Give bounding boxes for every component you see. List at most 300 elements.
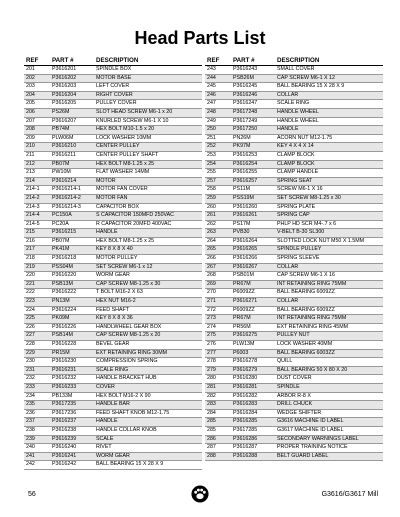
table-row [24,255,202,264]
table-row [24,160,202,169]
description-cell: COVER [94,383,202,392]
description-cell: HANDLE [275,126,383,135]
table-row [205,143,383,152]
description-cell: COLLAR [275,298,383,307]
ref-column-header: REF [205,56,231,66]
table-row [24,91,202,100]
table-row [205,83,383,92]
description-cell: HEX BOLT M10-1.5 x 20 [94,126,202,135]
part-number-cell: P3616275 [231,332,275,341]
description-cell: KEY 8 X 8 X 40 [94,246,202,255]
description-cell: SLOT HEAD SCREW M6-1 x 20 [94,108,202,117]
table-row [205,117,383,126]
part-number-cell: P3616285 [231,418,275,427]
description-cell: COLLAR [275,263,383,272]
part-number-cell: PN26M [231,134,275,143]
ref-cell: 255 [205,169,231,178]
table-row [24,280,202,289]
table-row [24,186,202,195]
description-cell: LOCK WASHER 40MM [275,341,383,350]
table-row [24,169,202,178]
description-cell: CAP SCREW M6-1 X 12 [275,74,383,83]
ref-cell: 214-2 [24,194,50,203]
part-number-cell: PB07M [50,237,94,246]
description-cell: COMPRESSION SPRING [94,358,202,367]
part-number-cell: P3616233 [50,383,94,392]
part-number-cell: P3616278 [231,358,275,367]
table-row [24,332,202,341]
table-row [24,452,202,461]
table-row [24,323,202,332]
part-column-header: PART # [231,56,275,66]
table-row [24,315,202,324]
table-row [205,212,383,221]
part-number-cell: P3616254 [231,160,275,169]
table-row [24,383,202,392]
table-row [205,306,383,315]
table-header-row [205,56,383,66]
description-cell: BALL BEARING 6009ZZ [275,289,383,298]
ref-cell: 235 [24,401,50,410]
ref-cell: 212 [24,160,50,169]
description-cell: CAP SCREW M8-1.25 x 20 [94,332,202,341]
table-row [24,409,202,418]
description-cell: PULLEY COVER [94,100,202,109]
table-row [205,255,383,264]
part-number-cell: PVB30 [231,229,275,238]
table-row [24,444,202,453]
part-number-cell: PSS04M [50,263,94,272]
ref-cell: 203 [24,83,50,92]
table-row [24,401,202,410]
table-row [24,203,202,212]
table-row [24,143,202,152]
description-cell: ARBOR R-8 X [275,392,383,401]
description-cell: PHLP HD SCR M4-.7 x 6 [275,220,383,229]
ref-cell: 225 [24,315,50,324]
ref-cell: 264 [205,237,231,246]
part-number-cell: PK09M [50,315,94,324]
table-row [205,91,383,100]
description-column-header: DESCRIPTION [94,56,202,66]
description-cell: G3617 MACHINE ID LABEL [275,426,383,435]
description-cell: BEVEL GEAR [94,341,202,350]
ref-cell: 254 [205,160,231,169]
part-number-cell: PLW06M [50,134,94,143]
ref-cell: 211 [24,151,50,160]
table-row [205,426,383,435]
part-number-cell: P3616247 [231,100,275,109]
ref-cell: 205 [24,100,50,109]
part-number-cell: PSB26M [231,74,275,83]
description-cell: SPRING SEAT [275,177,383,186]
ref-cell: 248 [205,108,231,117]
ref-cell: 271 [205,298,231,307]
description-cell: MOTOR [94,177,202,186]
part-number-cell: P3616257 [231,177,275,186]
ref-cell: 279 [205,366,231,375]
part-number-cell: P3616201 [50,66,94,75]
bear-paw-logo-icon [191,485,209,503]
manual-title: G3616/G3617 Mill [321,491,378,498]
table-row [205,203,383,212]
table-row [24,220,202,229]
ref-cell: 221 [24,280,50,289]
ref-cell: 247 [205,100,231,109]
description-cell: INT RETAINING RING 75MM [275,315,383,324]
parts-table-left [24,56,202,470]
description-cell: SMALL COVER [275,66,383,75]
description-cell: COLLAR [275,91,383,100]
part-number-cell: PLW13M [231,341,275,350]
ref-cell: 266 [205,255,231,264]
description-cell: EXT RETAINING RING 45MM [275,323,383,332]
table-row [24,237,202,246]
part-number-cell: P3616214-2 [50,194,94,203]
ref-cell: 286 [205,435,231,444]
ref-cell: 201 [24,66,50,75]
description-cell: DUST COVER [275,375,383,384]
ref-cell: 237 [24,418,50,427]
description-cell: WORM GEAR [94,452,202,461]
description-cell: CLAMP BLOCK [275,151,383,160]
description-cell: HANDLE [94,229,202,238]
table-row [24,358,202,367]
part-number-cell: PS26M [50,108,94,117]
ref-cell: 214-3 [24,203,50,212]
table-row [205,358,383,367]
table-row [205,66,383,75]
ref-cell: 207 [24,117,50,126]
table-row [205,280,383,289]
table-row [24,117,202,126]
ref-cell: 267 [205,263,231,272]
part-number-cell: P3616261 [231,212,275,221]
description-cell: V-BELT B-30 SL300 [275,229,383,238]
description-column-header: DESCRIPTION [275,56,383,66]
table-row [205,169,383,178]
table-row [24,392,202,401]
part-number-cell: P3616214 [50,177,94,186]
table-row [24,298,202,307]
table-row [24,306,202,315]
part-number-cell: P3616218 [50,255,94,264]
part-number-cell: P3617235 [50,401,94,410]
part-number-cell: P3617248 [231,108,275,117]
description-cell: CLAMP HANDLE [275,169,383,178]
ref-cell: 245 [205,83,231,92]
part-number-cell: P3616286 [231,435,275,444]
ref-cell: 202 [24,74,50,83]
table-row [205,452,383,461]
ref-cell: 204 [24,91,50,100]
description-cell: KNURLED SCREW M6-1 X 10 [94,117,202,126]
description-cell: R CAPACITOR 20MFD 400VAC [94,220,202,229]
table-row [24,134,202,143]
part-number-cell: P3616246 [231,91,275,100]
ref-cell: 238 [24,426,50,435]
description-cell: T BOLT M16-2 X 63 [94,289,202,298]
part-number-cell: P3616255 [231,169,275,178]
ref-cell: 253 [205,151,231,160]
ref-cell: 263 [205,229,231,238]
description-cell: SCREW M6-1 X 16 [275,186,383,195]
ref-cell: 239 [24,435,50,444]
description-cell: MOTOR PULLEY [94,255,202,264]
table-row [24,349,202,358]
ref-cell: 209 [24,134,50,143]
description-cell: MOTOR BASE [94,74,202,83]
table-row [205,237,383,246]
description-cell: INT RETAINING RING 75MM [275,280,383,289]
part-number-cell: PSB13M [50,280,94,289]
ref-cell: 214 [24,177,50,186]
part-number-cell: P3616203 [50,83,94,92]
ref-cell: 218 [24,255,50,264]
ref-cell: 217 [24,246,50,255]
ref-cell: 214-1 [24,186,50,195]
part-number-cell: PR56M [231,323,275,332]
table-row [205,246,383,255]
part-number-cell: P3616267 [231,263,275,272]
part-number-cell: P3617236 [50,409,94,418]
ref-cell: 285 [205,426,231,435]
ref-cell: 268 [205,272,231,281]
part-number-cell: PS17M [231,220,275,229]
part-number-cell: P3616228 [50,341,94,350]
description-cell: BALL BEARING 6003ZZ [275,349,383,358]
part-number-cell: P3616284 [231,409,275,418]
table-row [205,74,383,83]
part-number-cell: PB07M [50,160,94,169]
part-number-cell: P6009ZZ [231,289,275,298]
description-cell: SPINDLE PULLEY [275,246,383,255]
part-column-header: PART # [50,56,94,66]
part-number-cell: P3616207 [50,117,94,126]
part-number-cell: PR67M [231,280,275,289]
part-number-cell: P3616253 [231,151,275,160]
description-cell: G3616 MACHINE ID LABEL [275,418,383,427]
part-number-cell: P3616214-1 [50,186,94,195]
ref-cell: 272 [205,306,231,315]
part-number-cell: PK41M [50,246,94,255]
part-number-cell: P6009ZZ [231,306,275,315]
description-cell: SCALE RING [275,100,383,109]
description-cell: S CAPACITOR 150MFD 250VAC [94,212,202,221]
ref-cell: 241 [24,452,50,461]
part-number-cell: P3616222 [50,289,94,298]
ref-cell: 216 [24,237,50,246]
description-cell: SPRING PLATE [275,203,383,212]
description-cell: MOTOR FAN [94,194,202,203]
part-number-cell: P3616264 [231,237,275,246]
description-cell: SCALE RING [94,366,202,375]
part-number-cell: PK97M [231,143,275,152]
description-cell: LOCK WASHER 10MM [94,134,202,143]
description-cell: SECONDARY WARNINGS LABEL [275,435,383,444]
part-number-cell: PSB14M [50,332,94,341]
part-number-cell: P3616280 [231,375,275,384]
description-cell: RIGHT COVER [94,91,202,100]
description-cell: SET SCREW M6-1 x 12 [94,263,202,272]
table-row [205,341,383,350]
part-number-cell: PC20A [50,220,94,229]
table-row [205,375,383,384]
table-row [24,366,202,375]
description-cell: PULLEY NUT [275,332,383,341]
table-row [205,409,383,418]
part-number-cell: PS11M [231,186,275,195]
table-row [24,246,202,255]
ref-cell: 231 [24,366,50,375]
ref-cell: 274 [205,323,231,332]
table-row [24,461,202,470]
description-cell: HEX BOLT M8-1.25 x 25 [94,160,202,169]
ref-cell: 215 [24,229,50,238]
table-row [205,323,383,332]
ref-cell: 261 [205,212,231,221]
ref-cell: 281 [205,383,231,392]
part-number-cell: P3616265 [231,246,275,255]
ref-cell: 222 [24,289,50,298]
description-cell: SPRING CAP [275,212,383,221]
table-row [24,108,202,117]
table-row [24,194,202,203]
table-row [205,272,383,281]
table-row [24,83,202,92]
ref-cell: 282 [205,392,231,401]
description-cell: PROPER TRAINING NOTICE [275,444,383,453]
ref-cell: 243 [205,66,231,75]
description-cell: CAPACITOR BOX [94,203,202,212]
ref-cell: 288 [205,452,231,461]
table-row [24,426,202,435]
table-row [205,315,383,324]
description-cell: BELT GUARD LABEL [275,452,383,461]
description-cell: BALL BEARING 50 X 80 X 20 [275,366,383,375]
table-row [24,375,202,384]
table-row [24,418,202,427]
part-number-cell: P3616279 [231,366,275,375]
ref-cell: 269 [205,280,231,289]
ref-cell: 219 [24,263,50,272]
part-number-cell: P3616243 [231,66,275,75]
part-number-cell: P3616239 [50,435,94,444]
part-number-cell: P3616283 [231,401,275,410]
table-row [24,177,202,186]
description-cell: HANDLE COLLAR KNOB [94,426,202,435]
ref-cell: 275 [205,332,231,341]
description-cell: DRILL CHUCK [275,401,383,410]
ref-cell: 260 [205,203,231,212]
part-number-cell: P3616260 [231,203,275,212]
part-number-cell: P3616210 [50,143,94,152]
table-row [24,151,202,160]
ref-cell: 252 [205,143,231,152]
part-number-cell: PR67M [231,315,275,324]
part-number-cell: P3616204 [50,91,94,100]
page-title: Head Parts List [134,28,266,48]
description-cell: KEY 8 X 8 X 36 [94,315,202,324]
description-cell: SLOTTED LOCK NUT M50 X 1.5MM [275,237,383,246]
part-number-cell: P3617250 [231,126,275,135]
table-row [205,401,383,410]
ref-cell: 242 [24,461,50,470]
table-row [205,160,383,169]
part-number-cell: P3616237 [50,418,94,427]
part-number-cell: P3616282 [231,392,275,401]
description-cell: CAP SCREW M6-1 X 16 [275,272,383,281]
part-number-cell: P3616242 [50,461,94,470]
part-number-cell: P3616287 [231,444,275,453]
part-number-cell: P3616266 [231,255,275,264]
part-number-cell: P3616281 [231,383,275,392]
table-row [24,341,202,350]
description-cell: CENTER PULLEY SHAFT [94,151,202,160]
table-row [24,435,202,444]
table-row [205,418,383,427]
description-cell: HANDLE WHEEL [275,117,383,126]
ref-cell: 277 [205,349,231,358]
part-number-cell: P3617285 [231,426,275,435]
description-cell: CLAMP BLOCK [275,160,383,169]
table-row [24,100,202,109]
parts-table-right [205,56,383,461]
part-number-cell: PN13M [50,298,94,307]
table-row [24,74,202,83]
description-cell: HANDLE [94,418,202,427]
description-cell: HEX BOLT M8-1.25 x 25 [94,237,202,246]
table-row [205,263,383,272]
table-row [205,444,383,453]
description-cell: KEY 4 X 4 X 14 [275,143,383,152]
table-row [205,177,383,186]
ref-cell: 250 [205,126,231,135]
description-cell: SPRING SLEEVE [275,255,383,264]
table-row [24,229,202,238]
table-row [205,126,383,135]
part-number-cell: PC150A [50,212,94,221]
table-row [24,66,202,75]
ref-cell: 223 [24,298,50,307]
part-number-cell: P3616220 [50,272,94,281]
description-cell: SPINDLE BOX [94,66,202,75]
part-number-cell: P3616224 [50,306,94,315]
ref-cell: 236 [24,409,50,418]
description-cell: HANDLWHEEL GEAR BOX [94,323,202,332]
part-number-cell: P3616245 [231,83,275,92]
table-row [205,134,383,143]
ref-cell: 213 [24,169,50,178]
table-row [205,100,383,109]
part-number-cell: P3617249 [231,117,275,126]
table-row [205,186,383,195]
description-cell: FEED SHAFT [94,306,202,315]
ref-cell: 249 [205,117,231,126]
part-number-cell: P3616214-3 [50,203,94,212]
ref-cell: 233 [24,383,50,392]
ref-cell: 224 [24,306,50,315]
description-cell: LEFT COVER [94,83,202,92]
description-cell: WORM GEAR [94,272,202,281]
ref-cell: 210 [24,143,50,152]
ref-cell: 230 [24,358,50,367]
ref-cell: 280 [205,375,231,384]
part-number-cell: P3616215 [50,229,94,238]
description-cell: SET SCREW M8-1.25 x 30 [275,194,383,203]
table-row [205,220,383,229]
description-cell: QUILL [275,358,383,367]
